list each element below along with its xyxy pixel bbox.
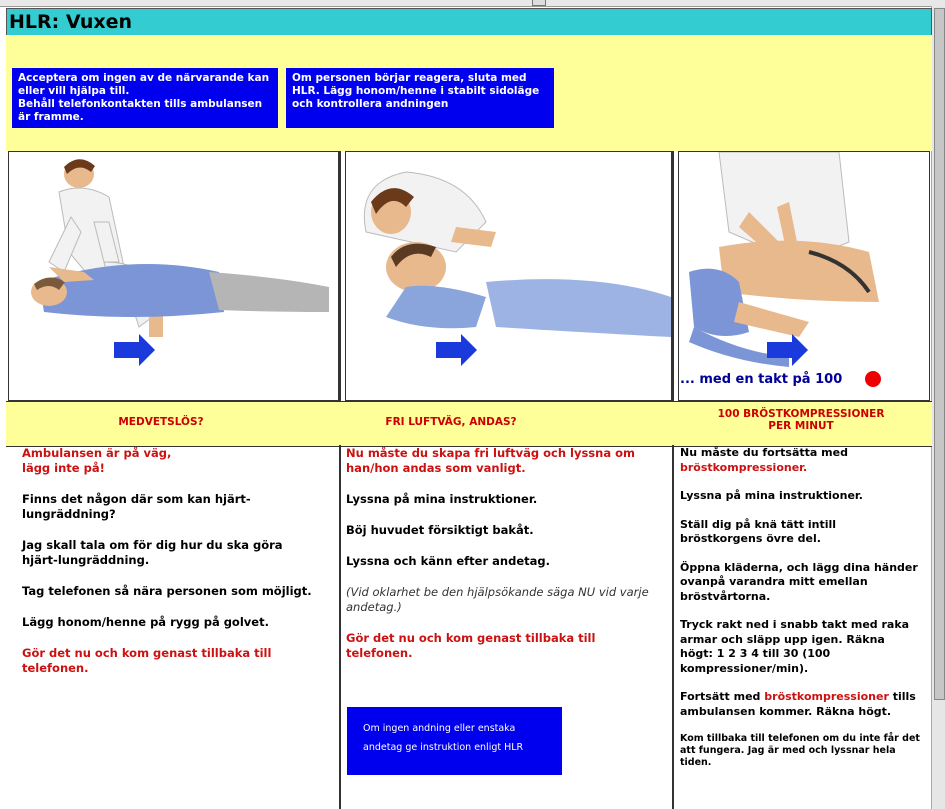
instruction-hands: Öppna kläderna, och lägg dina händer ovanpå varandra mitt emellan bröstvårtorna. xyxy=(680,560,918,603)
red-dot-icon xyxy=(865,371,881,387)
instruction-on-back: Lägg honom/henne på rygg på golvet. xyxy=(22,615,269,629)
column-airway xyxy=(346,446,661,677)
instruction-ambulance: Ambulansen är på väg, lägg inte på! xyxy=(22,446,172,475)
caption-unconscious: MEDVETSLÖS? xyxy=(118,416,204,428)
rescuer-check-illustration xyxy=(9,152,339,401)
arrow-right-icon xyxy=(436,334,477,366)
illustration-airway xyxy=(345,151,672,401)
caption-compressions: 100 BRÖSTKOMPRESSIONER PER MINUT xyxy=(717,408,885,432)
rate-label: ... med en takt på 100 xyxy=(680,372,843,387)
title-bar xyxy=(6,8,932,36)
instruction-until-c: tills ambulansen kommer. Räkna högt. xyxy=(680,690,916,718)
arrow-right-icon xyxy=(114,334,155,366)
illustration-unconscious xyxy=(8,151,339,401)
instruction-continue xyxy=(680,446,920,475)
instruction-continue-text: Nu måste du fortsätta med xyxy=(680,446,848,459)
instruction-ask-cpr: Finns det någon där som kan hjärt-lungräddning? xyxy=(22,492,251,521)
instruction-come-back: Kom tillbaka till telefonen om du inte får det att fungera. Jag är med och lyssnar hela tiden. xyxy=(680,733,920,768)
instruction-explain: Jag skall tala om för dig hur du ska göra hjärt-lungräddning. xyxy=(22,538,283,567)
column-unconscious xyxy=(22,446,322,692)
instruction-say-now: (Vid oklarhet be den hjälpsökande säga NU vid varje andetag.) xyxy=(346,585,649,614)
page-title: HLR: Vuxen xyxy=(9,11,133,33)
horizontal-scroll-knob[interactable] xyxy=(532,0,546,6)
column-divider xyxy=(339,445,341,809)
instruction-feel-breath: Lyssna och känn efter andetag. xyxy=(346,554,550,568)
vertical-scrollbar[interactable] xyxy=(931,6,945,809)
instruction-continue-red: bröstkompressioner. xyxy=(680,460,808,474)
panel-divider xyxy=(672,151,674,401)
caption-band xyxy=(6,401,932,447)
compressions-illustration xyxy=(679,152,930,401)
instruction-press: Tryck rakt ned i snabb takt med raka armar och släpp upp igen. Räkna högt: 1 2 3 4 till 30 (100 kompressioner/min). xyxy=(680,618,910,675)
intro-box-accept: Acceptera om ingen av de närvarande kan eller vill hjälpa till. Behåll telefonkontakten tills ambulansen är framme. xyxy=(12,68,278,128)
instruction-tilt-head: Böj huvudet försiktigt bakåt. xyxy=(346,523,534,537)
instruction-open-airway: Nu måste du skapa fri luftväg och lyssna om han/hon andas som vanligt. xyxy=(346,446,635,475)
no-breathing-box: Om ingen andning eller enstaka andetag ge instruktion enligt HLR xyxy=(347,707,562,775)
intro-band xyxy=(6,35,932,151)
illustration-compressions xyxy=(678,151,930,401)
panel-divider xyxy=(339,151,341,401)
column-divider xyxy=(672,445,674,809)
instruction-until-ambulance xyxy=(680,690,920,719)
caption-airway: FRI LUFTVÄG, ANDAS? xyxy=(385,416,517,428)
instruction-phone-near: Tag telefonen så nära personen som möjligt. xyxy=(22,584,312,598)
scrollbar-thumb[interactable] xyxy=(934,8,945,700)
top-scroll-strip xyxy=(0,0,945,7)
instruction-kneel: Ställ dig på knä tätt intill bröstkorgens övre del. xyxy=(680,517,837,545)
instruction-until-red: bröstkompressioner xyxy=(764,690,889,703)
airway-illustration xyxy=(346,152,672,401)
instruction-listen-3: Lyssna på mina instruktioner. xyxy=(680,489,863,502)
instruction-return-2: Gör det nu och kom genast tillbaka till telefonen. xyxy=(346,631,596,660)
column-compressions xyxy=(680,446,920,785)
instruction-return: Gör det nu och kom genast tillbaka till telefonen. xyxy=(22,646,272,675)
instruction-until-a: Fortsätt med xyxy=(680,690,765,703)
intro-box-stop: Om personen börjar reagera, sluta med HLR. Lägg honom/henne i stabilt sidoläge och kontrollera andningen xyxy=(286,68,554,128)
instruction-listen: Lyssna på mina instruktioner. xyxy=(346,492,538,506)
